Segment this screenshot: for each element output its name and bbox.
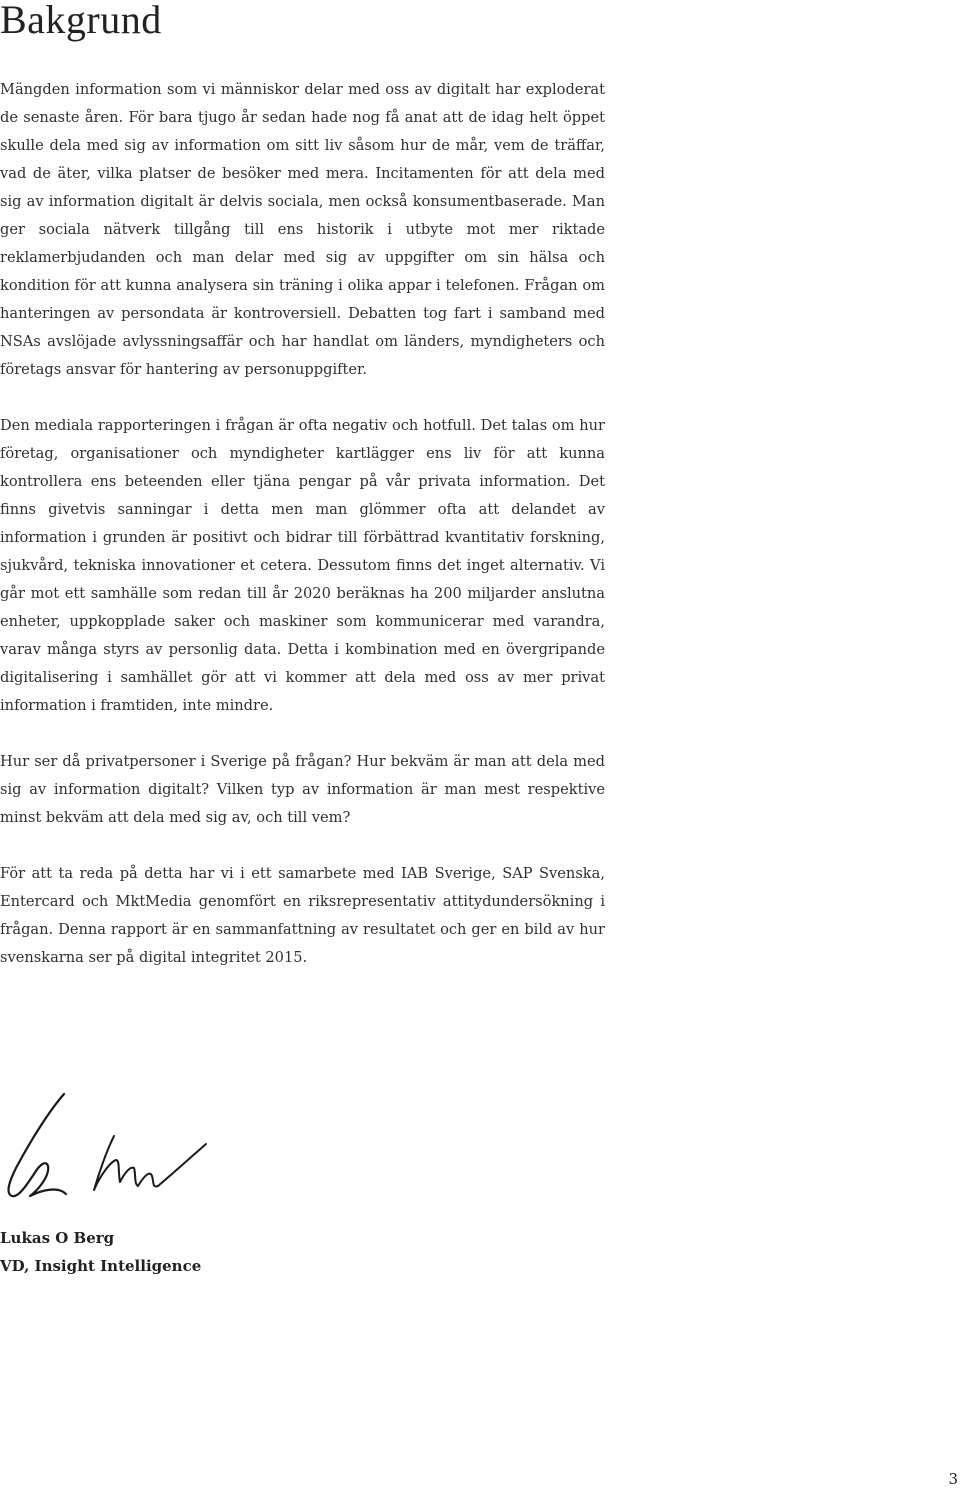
- page-title: Bakgrund: [0, 0, 162, 42]
- handwritten-signature: [2, 1090, 212, 1210]
- signatory: [0, 1224, 201, 1280]
- signatory-role: VD, Insight Intelligence: [0, 1257, 202, 1275]
- paragraph: För att ta reda på detta har vi i ett samarbete med IAB Sverige, SAP Svenska, Entercard och MktMedia genomfört en riksrepresentativ attitydundersökning i frågan. Denna rapport är en sammanfattning av resultatet och ger en bild av hur svenskarna ser på digital integritet 2015.: [0, 865, 605, 966]
- paragraph: Den mediala rapporteringen i frågan är ofta negativ och hotfull. Det talas om hur företag, organisationer och myndigheter kartlägger ens liv för att kunna kontrollera ens beteenden eller tjäna pengar på vår privata information. Det finns givetvis sanningar i detta men man glömmer ofta att delandet av information i grunden är positivt och bidrar till förbättrad kvantitativ forskning, sjukvård, tekniska innovationer et cetera. Dessutom finns det inget alternativ. Vi går mot ett samhälle som redan till år 2020 beräknas ha 200 miljarder anslutna enheter, uppkopplade saker och maskiner som kommunicerar med varandra, varav många styrs av personlig data. Detta i kombination med en övergripande digitalisering i samhället gör att vi kommer att dela med oss av mer privat information i framtiden, inte mindre.: [0, 417, 605, 714]
- body-text: [0, 76, 605, 1000]
- paragraph: Hur ser då privatpersoner i Sverige på frågan? Hur bekväm är man att dela med sig av information digitalt? Vilken typ av information är man mest respektive minst bekväm att dela med sig av, och till vem?: [0, 753, 605, 826]
- paragraph: Mängden information som vi människor delar med oss av digitalt har exploderat de senaste åren. För bara tjugo år sedan hade nog få anat att de idag helt öppet skulle dela med sig av information om sitt liv såsom hur de mår, vem de träffar, vad de äter, vilka platser de besöker med mera. Incitamenten för att dela med sig av information digitalt är delvis sociala, men också konsumentbaserade. Man ger sociala nätverk tillgång till ens historik i utbyte mot mer riktade reklamerbjudanden och man delar med sig av uppgifter om sin hälsa och kondition för att kunna analysera sin träning i olika appar i telefonen. Frågan om hanteringen av persondata är kontroversiell. Debatten tog fart i samband med NSAs avslöjade avlyssningsaffär och har handlat om länders, myndigheters och företags ansvar för hantering av personuppgifter.: [0, 81, 605, 378]
- page-number: 3: [948, 1470, 958, 1488]
- signatory-name: Lukas O Berg: [0, 1229, 115, 1247]
